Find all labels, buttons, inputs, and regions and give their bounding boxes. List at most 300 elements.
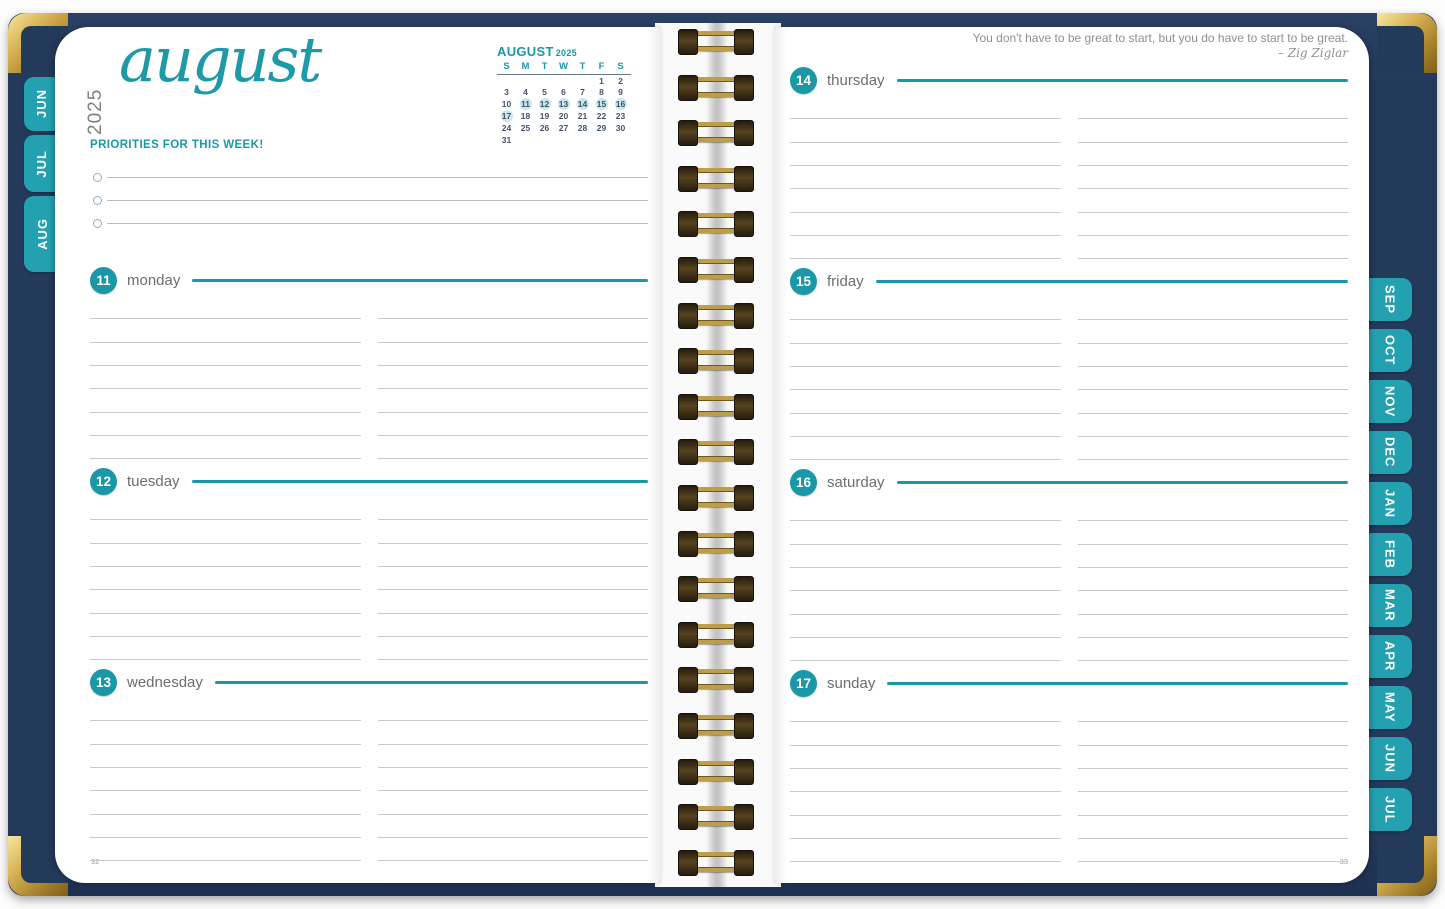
day-header-rule bbox=[887, 682, 1348, 685]
spiral-coil bbox=[678, 257, 754, 281]
writing-line bbox=[1078, 367, 1349, 390]
mini-cal-day-7[interactable]: 7 bbox=[580, 87, 585, 98]
mini-cal-weekday: M bbox=[521, 61, 530, 73]
mini-cal-weekday-row bbox=[497, 61, 631, 75]
writing-line bbox=[1078, 638, 1349, 661]
day-column-2 bbox=[378, 296, 649, 459]
mini-cal-day-11[interactable] bbox=[516, 98, 535, 110]
spiral-coil bbox=[678, 211, 754, 235]
mini-cal-day-2[interactable]: 2 bbox=[618, 75, 623, 86]
mini-cal-empty-cell bbox=[516, 75, 535, 87]
writing-line bbox=[1078, 166, 1349, 189]
mini-cal-weekday: S bbox=[503, 61, 510, 73]
mini-cal-day-24[interactable]: 24 bbox=[501, 122, 512, 133]
month-tab-jul[interactable] bbox=[1368, 788, 1412, 831]
spiral-coil bbox=[678, 850, 754, 874]
writing-line bbox=[790, 96, 1061, 119]
spiral-coil bbox=[678, 576, 754, 600]
writing-line bbox=[1078, 119, 1349, 142]
writing-line bbox=[790, 437, 1061, 460]
writing-line bbox=[790, 320, 1061, 343]
day-column-1 bbox=[790, 498, 1061, 661]
coil-hole-right bbox=[734, 348, 754, 374]
month-tab-dec[interactable] bbox=[1368, 431, 1412, 474]
writing-line bbox=[1078, 699, 1349, 722]
coil-hole-right bbox=[734, 394, 754, 420]
day-header-saturday bbox=[790, 469, 1348, 496]
writing-line bbox=[790, 545, 1061, 568]
writing-line bbox=[90, 413, 361, 436]
coil-hole-right bbox=[734, 75, 754, 101]
day-column-1 bbox=[90, 296, 361, 459]
mini-cal-year: 2025 bbox=[555, 48, 577, 58]
page-number-right: 33 bbox=[1339, 857, 1348, 866]
coil-hole-right bbox=[734, 622, 754, 648]
writing-line bbox=[378, 791, 649, 814]
writing-line bbox=[378, 436, 649, 459]
day-writing-area bbox=[790, 498, 1348, 661]
day-number-badge: 12 bbox=[90, 468, 117, 495]
writing-line bbox=[90, 698, 361, 721]
writing-line bbox=[90, 544, 361, 567]
day-writing-area bbox=[790, 297, 1348, 460]
month-tab-label: MAR bbox=[1382, 589, 1398, 622]
coil-hole-left bbox=[678, 303, 698, 329]
mini-cal-day-19[interactable]: 19 bbox=[539, 111, 550, 122]
spiral-coil bbox=[678, 29, 754, 53]
writing-line bbox=[790, 638, 1061, 661]
writing-line bbox=[790, 143, 1061, 166]
mini-cal-day-23[interactable]: 23 bbox=[615, 111, 626, 122]
spiral-coil bbox=[678, 622, 754, 646]
gold-corner-top-right bbox=[1377, 13, 1437, 73]
right-page bbox=[774, 27, 1369, 883]
writing-line bbox=[378, 567, 649, 590]
mini-cal-weekday: F bbox=[598, 61, 605, 73]
mini-calendar bbox=[497, 44, 631, 146]
month-tab-label: JAN bbox=[1382, 488, 1398, 518]
mini-cal-weekday: S bbox=[617, 61, 624, 73]
writing-line bbox=[1078, 722, 1349, 745]
writing-line bbox=[378, 745, 649, 768]
month-tab-sep[interactable] bbox=[1368, 278, 1412, 321]
writing-line bbox=[1078, 591, 1349, 614]
writing-line bbox=[90, 296, 361, 319]
month-tab-label: AUG bbox=[35, 218, 50, 250]
month-tab-jun[interactable] bbox=[24, 77, 58, 131]
writing-line bbox=[1078, 189, 1349, 212]
writing-line bbox=[790, 213, 1061, 236]
day-name-label: tuesday bbox=[127, 473, 180, 490]
day-number-badge: 16 bbox=[790, 469, 817, 496]
priority-row bbox=[93, 166, 648, 189]
month-tab-label: SEP bbox=[1382, 284, 1398, 314]
day-block-tuesday bbox=[90, 468, 648, 668]
mini-cal-day-10[interactable]: 10 bbox=[501, 99, 512, 110]
writing-line bbox=[90, 745, 361, 768]
coil-hole-left bbox=[678, 850, 698, 876]
left-page bbox=[55, 23, 661, 883]
writing-line bbox=[790, 615, 1061, 638]
mini-cal-empty-cell bbox=[573, 134, 592, 146]
writing-line bbox=[90, 838, 361, 861]
writing-line bbox=[1078, 769, 1349, 792]
writing-line bbox=[790, 746, 1061, 769]
writing-line bbox=[790, 367, 1061, 390]
writing-line bbox=[378, 389, 649, 412]
writing-line bbox=[378, 296, 649, 319]
month-tab-mar[interactable] bbox=[1368, 584, 1412, 627]
spiral-coil bbox=[678, 348, 754, 372]
month-tab-label: JUN bbox=[1382, 743, 1398, 773]
coil-hole-right bbox=[734, 29, 754, 55]
day-header-monday bbox=[90, 267, 648, 294]
day-column-2 bbox=[1078, 96, 1349, 259]
coil-hole-left bbox=[678, 211, 698, 237]
day-column-1 bbox=[790, 96, 1061, 259]
spiral-coil bbox=[678, 804, 754, 828]
priority-bullet-icon bbox=[93, 196, 102, 205]
writing-line bbox=[1078, 568, 1349, 591]
writing-line bbox=[790, 166, 1061, 189]
day-block-wednesday bbox=[90, 669, 648, 869]
mini-cal-empty-cell bbox=[592, 134, 611, 146]
mini-cal-day-14[interactable] bbox=[573, 98, 592, 110]
mini-cal-day-6[interactable]: 6 bbox=[561, 87, 566, 98]
mini-cal-day-8[interactable]: 8 bbox=[599, 87, 604, 98]
day-header-rule bbox=[192, 279, 648, 282]
month-tab-apr[interactable] bbox=[1368, 635, 1412, 678]
writing-line bbox=[1078, 344, 1349, 367]
writing-line bbox=[1078, 297, 1349, 320]
coil-hole-left bbox=[678, 75, 698, 101]
quote bbox=[973, 31, 1348, 60]
priority-bullet-icon bbox=[93, 173, 102, 182]
mini-cal-day-9[interactable]: 9 bbox=[618, 87, 623, 98]
mini-cal-day-27[interactable]: 27 bbox=[558, 122, 569, 133]
coil-hole-right bbox=[734, 667, 754, 693]
month-tab-may[interactable] bbox=[1368, 686, 1412, 729]
day-header-friday bbox=[790, 268, 1348, 295]
month-tab-oct[interactable] bbox=[1368, 329, 1412, 372]
mini-cal-day-31[interactable]: 31 bbox=[501, 134, 512, 145]
day-header-rule bbox=[215, 681, 648, 684]
mini-cal-day-15[interactable] bbox=[592, 98, 611, 110]
month-tab-nov[interactable] bbox=[1368, 380, 1412, 423]
writing-line bbox=[378, 698, 649, 721]
day-column-2 bbox=[378, 698, 649, 861]
year-label: 2025 bbox=[85, 88, 106, 135]
mini-cal-empty-cell bbox=[535, 134, 554, 146]
coil-hole-left bbox=[678, 485, 698, 511]
day-writing-area bbox=[90, 698, 648, 861]
month-tab-jun[interactable] bbox=[1368, 737, 1412, 780]
writing-line bbox=[90, 614, 361, 637]
day-header-thursday bbox=[790, 67, 1348, 94]
mini-cal-empty-cell bbox=[535, 75, 554, 87]
writing-line bbox=[1078, 498, 1349, 521]
priority-bullet-icon bbox=[93, 219, 102, 228]
writing-line bbox=[1078, 414, 1349, 437]
day-writing-area bbox=[790, 699, 1348, 862]
mini-cal-day-28[interactable]: 28 bbox=[577, 122, 588, 133]
writing-line bbox=[378, 413, 649, 436]
writing-line bbox=[790, 119, 1061, 142]
mini-cal-week-highlight: 15 bbox=[596, 99, 607, 110]
day-column-1 bbox=[90, 497, 361, 660]
writing-line bbox=[378, 637, 649, 660]
coil-hole-left bbox=[678, 29, 698, 55]
coil-hole-right bbox=[734, 531, 754, 557]
writing-line bbox=[1078, 615, 1349, 638]
writing-line bbox=[378, 768, 649, 791]
mini-cal-empty-cell bbox=[497, 75, 516, 87]
writing-line bbox=[790, 722, 1061, 745]
mini-cal-weekday: T bbox=[579, 61, 586, 73]
mini-cal-day-18[interactable]: 18 bbox=[520, 111, 531, 122]
day-block-saturday bbox=[790, 469, 1348, 669]
quote-text: You don't have to be great to start, but you do have to start to be great. bbox=[972, 31, 1348, 45]
writing-line bbox=[1078, 746, 1349, 769]
mini-cal-day-30[interactable]: 30 bbox=[615, 122, 626, 133]
day-name-label: sunday bbox=[827, 675, 876, 692]
writing-line bbox=[1078, 839, 1349, 862]
day-writing-area bbox=[790, 96, 1348, 259]
day-writing-area bbox=[90, 296, 648, 459]
month-tab-label: JUL bbox=[33, 149, 49, 178]
writing-line bbox=[90, 319, 361, 342]
mini-cal-day-12[interactable] bbox=[535, 98, 554, 110]
writing-line bbox=[1078, 816, 1349, 839]
day-column-1 bbox=[790, 699, 1061, 862]
day-number-badge: 17 bbox=[790, 670, 817, 697]
spiral-coil bbox=[678, 667, 754, 691]
writing-line bbox=[790, 189, 1061, 212]
day-column-2 bbox=[1078, 297, 1349, 460]
coil-hole-left bbox=[678, 759, 698, 785]
month-tab-label: FEB bbox=[1382, 540, 1398, 569]
day-header-tuesday bbox=[90, 468, 648, 495]
writing-line bbox=[790, 414, 1061, 437]
day-block-monday bbox=[90, 267, 648, 467]
writing-line bbox=[790, 591, 1061, 614]
coil-hole-right bbox=[734, 439, 754, 465]
writing-line bbox=[378, 343, 649, 366]
writing-line bbox=[378, 319, 649, 342]
writing-line bbox=[790, 390, 1061, 413]
coil-hole-left bbox=[678, 804, 698, 830]
writing-line bbox=[790, 236, 1061, 259]
coil-hole-right bbox=[734, 485, 754, 511]
coil-hole-left bbox=[678, 439, 698, 465]
writing-line bbox=[790, 498, 1061, 521]
mini-cal-day-3[interactable]: 3 bbox=[504, 87, 509, 98]
day-header-rule bbox=[897, 481, 1348, 484]
mini-cal-day-21[interactable]: 21 bbox=[577, 111, 588, 122]
coil-hole-right bbox=[734, 211, 754, 237]
coil-hole-left bbox=[678, 622, 698, 648]
writing-line bbox=[90, 567, 361, 590]
writing-line bbox=[90, 590, 361, 613]
month-tab-label: DEC bbox=[1382, 437, 1398, 468]
month-tab-label: APR bbox=[1382, 641, 1398, 672]
priority-writing-line bbox=[107, 177, 648, 178]
mini-cal-day-grid bbox=[497, 75, 631, 146]
priority-writing-line bbox=[107, 200, 648, 201]
month-title: august bbox=[119, 23, 321, 96]
gold-corner-bottom-right bbox=[1377, 836, 1437, 896]
mini-cal-week-highlight: 12 bbox=[539, 99, 550, 110]
writing-line bbox=[90, 637, 361, 660]
writing-line bbox=[378, 614, 649, 637]
month-tab-feb[interactable] bbox=[1368, 533, 1412, 576]
day-column-2 bbox=[1078, 498, 1349, 661]
writing-line bbox=[790, 297, 1061, 320]
writing-line bbox=[90, 520, 361, 543]
mini-cal-day-17[interactable] bbox=[497, 110, 516, 122]
day-header-rule bbox=[897, 79, 1348, 82]
writing-line bbox=[90, 389, 361, 412]
day-header-rule bbox=[192, 480, 648, 483]
month-tab-label: JUL bbox=[1382, 795, 1398, 824]
coil-hole-right bbox=[734, 713, 754, 739]
coil-hole-left bbox=[678, 120, 698, 146]
coil-hole-left bbox=[678, 257, 698, 283]
writing-line bbox=[790, 816, 1061, 839]
writing-line bbox=[378, 544, 649, 567]
day-header-wednesday bbox=[90, 669, 648, 696]
coil-hole-right bbox=[734, 166, 754, 192]
mini-cal-day-13[interactable] bbox=[554, 98, 573, 110]
day-number-badge: 14 bbox=[790, 67, 817, 94]
spiral-coil bbox=[678, 166, 754, 190]
writing-line bbox=[90, 497, 361, 520]
mini-cal-day-4[interactable]: 4 bbox=[523, 87, 528, 98]
mini-cal-day-5[interactable]: 5 bbox=[542, 87, 547, 98]
coil-hole-left bbox=[678, 667, 698, 693]
mini-cal-day-1[interactable]: 1 bbox=[599, 75, 604, 86]
writing-line bbox=[790, 344, 1061, 367]
writing-line bbox=[1078, 320, 1349, 343]
month-tab-jan[interactable] bbox=[1368, 482, 1412, 525]
coil-hole-left bbox=[678, 166, 698, 192]
writing-line bbox=[1078, 143, 1349, 166]
coil-hole-right bbox=[734, 120, 754, 146]
month-tab-label: OCT bbox=[1382, 335, 1398, 366]
writing-line bbox=[790, 521, 1061, 544]
day-block-friday bbox=[790, 268, 1348, 468]
writing-line bbox=[1078, 521, 1349, 544]
writing-line bbox=[90, 366, 361, 389]
mini-cal-month: AUGUST bbox=[497, 44, 554, 59]
writing-line bbox=[90, 815, 361, 838]
day-name-label: thursday bbox=[827, 72, 885, 89]
priority-writing-line bbox=[107, 223, 648, 224]
mini-cal-week-highlight: 16 bbox=[615, 99, 626, 110]
writing-line bbox=[90, 436, 361, 459]
writing-line bbox=[1078, 792, 1349, 815]
writing-line bbox=[378, 590, 649, 613]
writing-line bbox=[790, 839, 1061, 862]
coil-hole-left bbox=[678, 531, 698, 557]
coil-hole-left bbox=[678, 394, 698, 420]
spiral-coil bbox=[678, 531, 754, 555]
mini-cal-empty-cell bbox=[554, 134, 573, 146]
writing-line bbox=[378, 497, 649, 520]
day-number-badge: 13 bbox=[90, 669, 117, 696]
day-number-badge: 15 bbox=[790, 268, 817, 295]
mini-cal-week-highlight: 11 bbox=[521, 99, 530, 110]
writing-line bbox=[90, 791, 361, 814]
writing-line bbox=[378, 721, 649, 744]
day-column-1 bbox=[790, 297, 1061, 460]
writing-line bbox=[790, 699, 1061, 722]
writing-line bbox=[90, 768, 361, 791]
priority-row bbox=[93, 189, 648, 212]
day-number-badge: 11 bbox=[90, 267, 117, 294]
writing-line bbox=[378, 520, 649, 543]
mini-cal-day-29[interactable]: 29 bbox=[596, 122, 607, 133]
mini-cal-empty-cell bbox=[554, 75, 573, 87]
mini-cal-empty-cell bbox=[611, 134, 630, 146]
month-tab-jul[interactable] bbox=[24, 135, 58, 192]
priorities-rows bbox=[93, 166, 648, 235]
writing-line bbox=[1078, 213, 1349, 236]
page-number-left: 32 bbox=[91, 857, 100, 866]
writing-line bbox=[790, 769, 1061, 792]
day-column-1 bbox=[90, 698, 361, 861]
mini-cal-day-16[interactable] bbox=[611, 98, 630, 110]
mini-cal-week-highlight: 17 bbox=[501, 111, 512, 122]
day-header-rule bbox=[876, 280, 1348, 283]
mini-cal-weekday: W bbox=[559, 61, 568, 73]
writing-line bbox=[1078, 96, 1349, 119]
mini-cal-day-25[interactable]: 25 bbox=[520, 122, 531, 133]
day-column-2 bbox=[378, 497, 649, 660]
coil-hole-right bbox=[734, 576, 754, 602]
writing-line bbox=[790, 792, 1061, 815]
mini-cal-empty-cell bbox=[573, 75, 592, 87]
day-name-label: monday bbox=[127, 272, 181, 289]
writing-line bbox=[1078, 236, 1349, 259]
mini-cal-empty-cell bbox=[516, 134, 535, 146]
day-name-label: wednesday bbox=[127, 674, 203, 691]
spiral-coil bbox=[678, 485, 754, 509]
spiral-coil bbox=[678, 439, 754, 463]
writing-line bbox=[1078, 390, 1349, 413]
mini-cal-day-26[interactable]: 26 bbox=[539, 122, 550, 133]
quote-author: – Zig Ziglar bbox=[1277, 46, 1348, 60]
mini-cal-day-20[interactable]: 20 bbox=[558, 111, 569, 122]
coil-hole-left bbox=[678, 713, 698, 739]
spiral-coil bbox=[678, 303, 754, 327]
mini-cal-week-highlight: 13 bbox=[558, 99, 569, 110]
mini-cal-day-22[interactable]: 22 bbox=[596, 111, 607, 122]
day-name-label: friday bbox=[827, 273, 864, 290]
writing-line bbox=[1078, 437, 1349, 460]
day-block-sunday bbox=[790, 670, 1348, 870]
day-name-label: saturday bbox=[827, 474, 885, 491]
month-tab-label: MAY bbox=[1382, 692, 1398, 723]
month-tab-label: JUN bbox=[33, 89, 49, 119]
writing-line bbox=[90, 721, 361, 744]
priority-row bbox=[93, 212, 648, 235]
coil-hole-right bbox=[734, 303, 754, 329]
mini-cal-week-highlight: 14 bbox=[577, 99, 588, 110]
mini-calendar-title bbox=[497, 44, 631, 59]
day-block-thursday bbox=[790, 67, 1348, 267]
day-column-2 bbox=[1078, 699, 1349, 862]
